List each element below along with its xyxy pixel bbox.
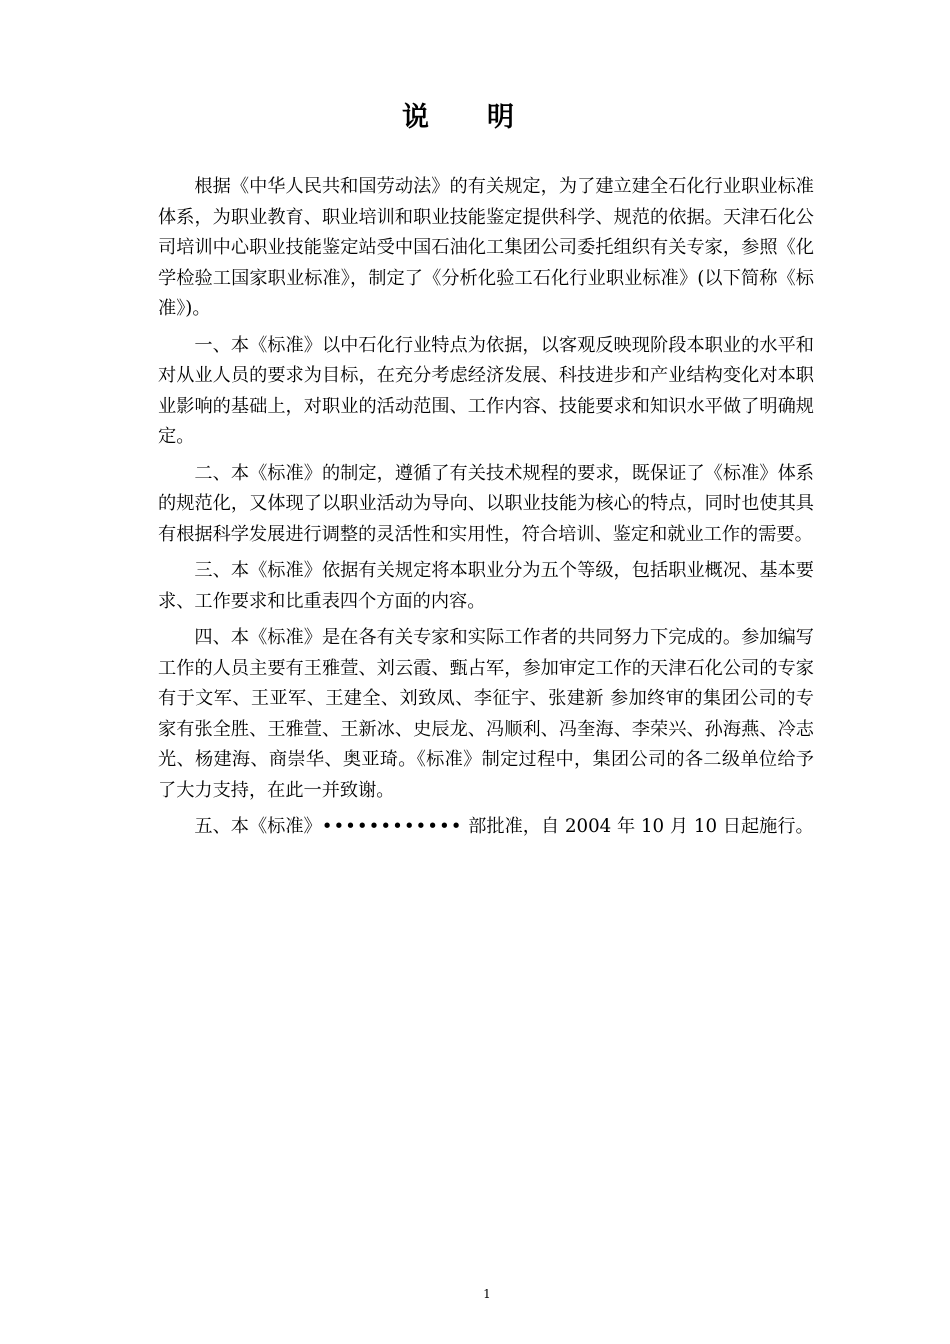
page-title: 说明	[402, 102, 572, 133]
paragraph-five-prefix: 五、本《标准》	[194, 816, 322, 837]
paragraph-four: 四、本《标准》是在各有关专家和实际工作者的共同努力下完成的。参加编写工作的人员主要有王雅萱、刘云霞、甄占军，参加审定工作的天津石化公司的专家有于文军、王亚军、王建全、刘致凤、李征宇、张建新 参加终审的集团公司的专家有张全胜、王雅萱、王新冰、史辰龙、冯顺利、冯奎海、李荣兴、孙海燕、冷志光、杨建海、商崇华、奥亚琦。《标准》制定过程中，集团公司的各二级单位给予了大力支持，在此一并致谢。	[158, 627, 814, 801]
paragraph-three: 三、本《标准》依据有关规定将本职业分为五个等级，包括职业概况、基本要求、工作要求和比重表四个方面的内容。	[158, 560, 814, 612]
page-number: 1	[483, 1287, 491, 1301]
paragraph-two: 二、本《标准》的制定，遵循了有关技术规程的要求，既保证了《标准》体系的规范化，又体现了以职业活动为导向、以职业技能为核心的特点，同时也使其具有根据科学发展进行调整的灵活性和实用性，符合培训、鉴定和就业工作的需要。	[158, 462, 814, 545]
paragraph-five-dots: ••••••••••••	[321, 816, 463, 837]
paragraph-five	[158, 812, 814, 843]
paragraph-five-suffix: 部批准，自 2004 年 10 月 10 日起施行。	[462, 816, 814, 837]
paragraph-one: 一、本《标准》以中石化行业特点为依据，以客观反映现阶段本职业的水平和对从业人员的要求为目标，在充分考虑经济发展、科技进步和产业结构变化对本职业影响的基础上，对职业的活动范围、工作内容、技能要求和知识水平做了明确规定。	[158, 334, 814, 447]
paragraph-intro: 根据《中华人民共和国劳动法》的有关规定，为了建立建全石化行业职业标准体系，为职业教育、职业培训和职业技能鉴定提供科学、规范的依据。天津石化公司培训中心职业技能鉴定站受中国石油化工集团公司委托组织有关专家，参照《化学检验工国家职业标准》，制定了《分析化验工石化行业职业标准》(以下简称《标准》)。	[158, 176, 814, 319]
document-body	[158, 172, 814, 849]
